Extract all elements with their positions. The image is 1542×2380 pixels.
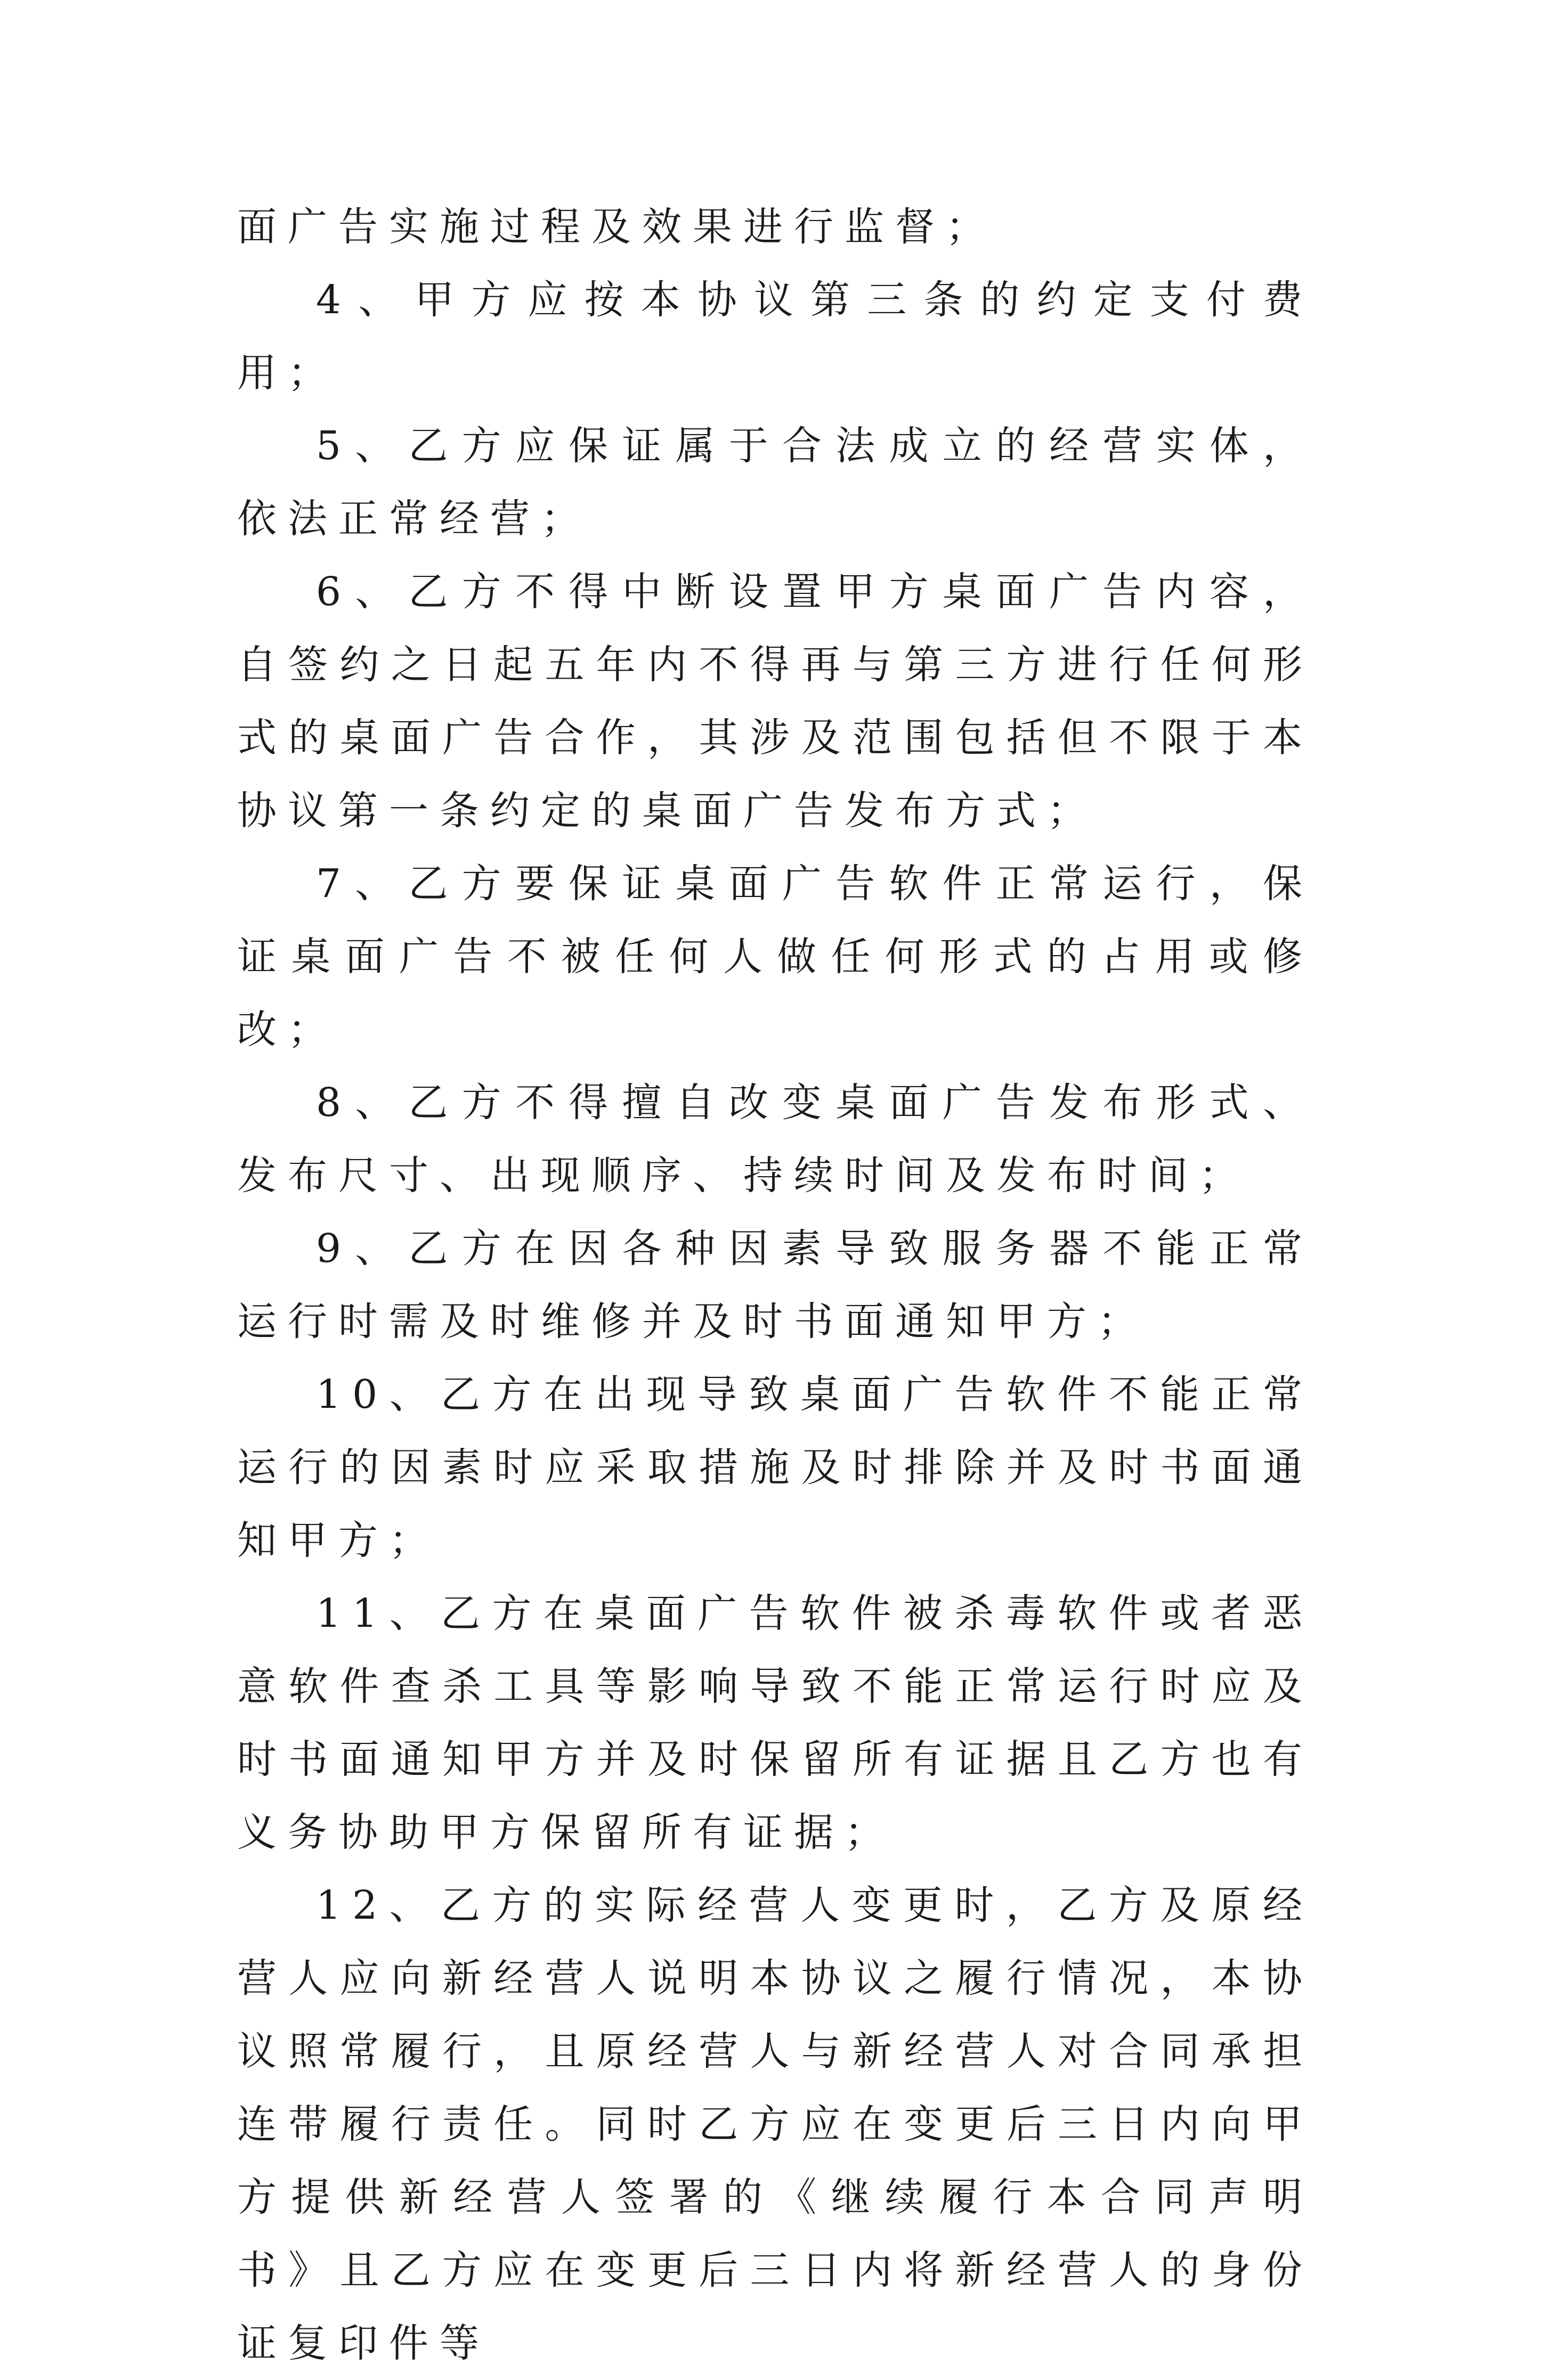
document-body [237, 191, 1313, 2380]
clause-9: 9、乙方在因各种因素导致服务器不能正常运行时需及时维修并及时书面通知甲方； [237, 1226, 1313, 1344]
clause-4: 4、甲方应按本协议第三条的约定支付费用； [237, 277, 1313, 396]
clause-10: 10、乙方在出现导致桌面广告软件不能正常运行的因素时应采取措施及时排除并及时书面通知甲方； [237, 1372, 1313, 1563]
clause-8: 8、乙方不得擅自改变桌面广告发布形式、发布尺寸、出现顺序、持续时间及发布时间； [237, 1080, 1313, 1199]
clause-7: 7、乙方要保证桌面广告软件正常运行，保证桌面广告不被任何人做任何形式的占用或修改； [237, 861, 1313, 1053]
clause-5: 5、乙方应保证属于合法成立的经营实体，依法正常经营； [237, 423, 1313, 542]
clause-12: 12、乙方的实际经营人变更时，乙方及原经营人应向新经营人说明本协议之履行情况，本协议照常履行，且原经营人与新经营人对合同承担连带履行责任。同时乙方应在变更后三日内向甲方提供新经营人签署的《继续履行本合同声明书》且乙方应在变更后三日内将新经营人的身份证复印件等 [237, 1882, 1313, 2366]
clause-11: 11、乙方在桌面广告软件被杀毒软件或者恶意软件查杀工具等影响导致不能正常运行时应及时书面通知甲方并及时保留所有证据且乙方也有义务协助甲方保留所有证据； [237, 1591, 1313, 1855]
paragraph-continuation: 面广告实施过程及效果进行监督； [237, 204, 996, 250]
clause-6: 6、乙方不得中断设置甲方桌面广告内容，自签约之日起五年内不得再与第三方进行任何形式的桌面广告合作，其涉及范围包括但不限于本协议第一条约定的桌面广告发布方式； [237, 569, 1313, 834]
